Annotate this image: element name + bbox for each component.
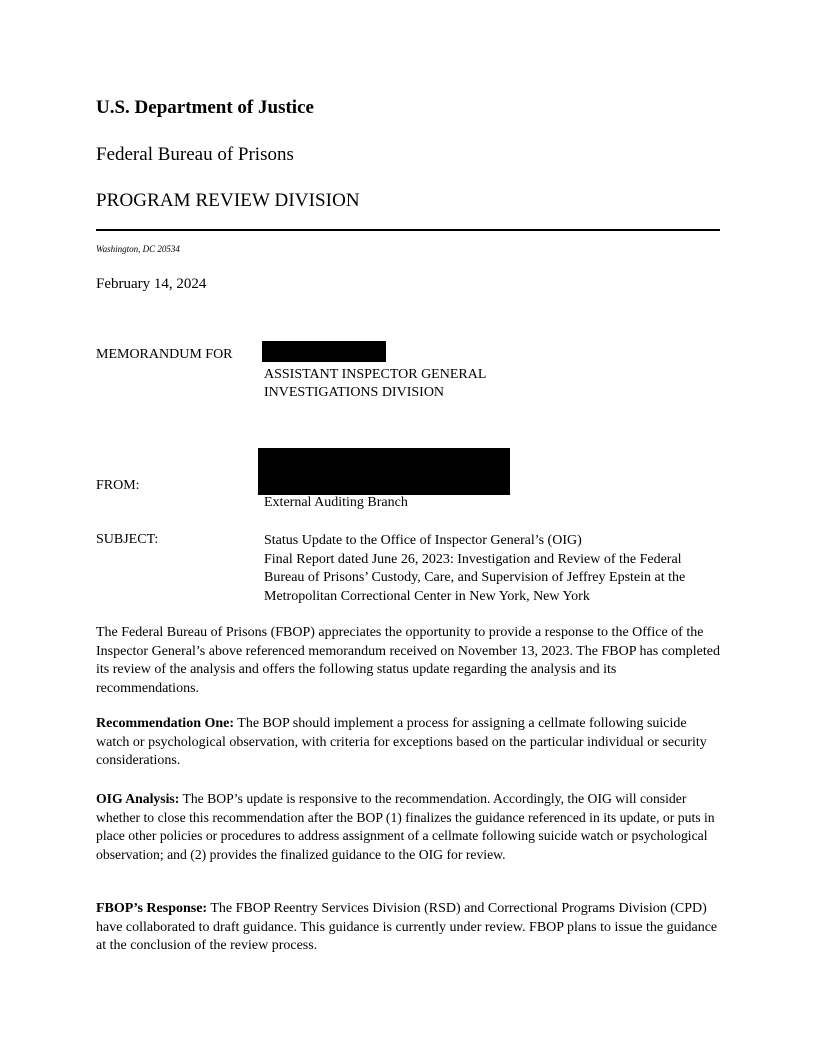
memo-for-line-2: INVESTIGATIONS DIVISION	[264, 385, 445, 400]
intro-paragraph: The Federal Bureau of Prisons (FBOP) appreciates the opportunity to provide a response to the Office of the Inspector General’s above referenced memorandum received on November 13, 2023. The FBOP has completed its review of the analysis and offers the following status update regarding the analysis and its recommendations.	[96, 625, 720, 696]
oig-analysis-text: The BOP’s update is responsive to the recommendation. Accordingly, the OIG will consider whether to close this recommendation after the BOP (1) finalizes the guidance referenced in its update, or puts in place other policies or procedures to address assignment of a cellmate following suicide watch or psychological observation; and (2) provides the finalized guidance to the OIG for review.	[96, 791, 715, 862]
subject-text	[264, 532, 724, 606]
recommendation-paragraph	[96, 715, 720, 771]
subject-line-1: Status Update to the Office of Inspector General’s (OIG)	[264, 533, 582, 548]
department-heading: U.S. Department of Justice	[96, 97, 314, 118]
redaction-box-recipient	[262, 341, 386, 362]
memo-date: February 14, 2024	[96, 276, 207, 292]
division-heading: PROGRAM REVIEW DIVISION	[96, 190, 360, 211]
address-line: Washington, DC 20534	[96, 244, 180, 254]
response-label: FBOP’s Response:	[96, 901, 208, 916]
response-paragraph	[96, 900, 720, 956]
recommendation-label: Recommendation One:	[96, 716, 235, 731]
redaction-box-sender	[258, 448, 510, 495]
letterhead-divider	[96, 229, 720, 231]
subject-label: SUBJECT:	[96, 532, 159, 547]
oig-analysis-label: OIG Analysis:	[96, 791, 180, 806]
memo-for-label: MEMORANDUM FOR	[96, 347, 233, 362]
oig-analysis-paragraph	[96, 790, 720, 864]
subject-line-4: Metropolitan Correctional Center in New York, New York	[264, 588, 590, 604]
bureau-heading: Federal Bureau of Prisons	[96, 144, 294, 165]
response-text: The FBOP Reentry Services Division (RSD) and Correctional Programs Division (CPD) have collaborated to draft guidance. This guidance is currently under review. FBOP plans to issue the guidance at the conclusion of the review process.	[96, 901, 718, 954]
subject-line-3: Bureau of Prisons’ Custody, Care, and Supervision of Jeffrey Epstein at the	[264, 570, 686, 586]
recommendation-text: The BOP should implement a process for assigning a cellmate following suicide watch or psychological observation, with criteria for exceptions based on the particular individual or security considerations.	[96, 716, 707, 769]
from-label: FROM:	[96, 478, 140, 493]
subject-line-2: Final Report dated June 26, 2023: Investigation and Review of the Federal	[264, 551, 682, 567]
from-line: External Auditing Branch	[264, 495, 408, 510]
memo-for-line-1: ASSISTANT INSPECTOR GENERAL	[264, 367, 487, 382]
